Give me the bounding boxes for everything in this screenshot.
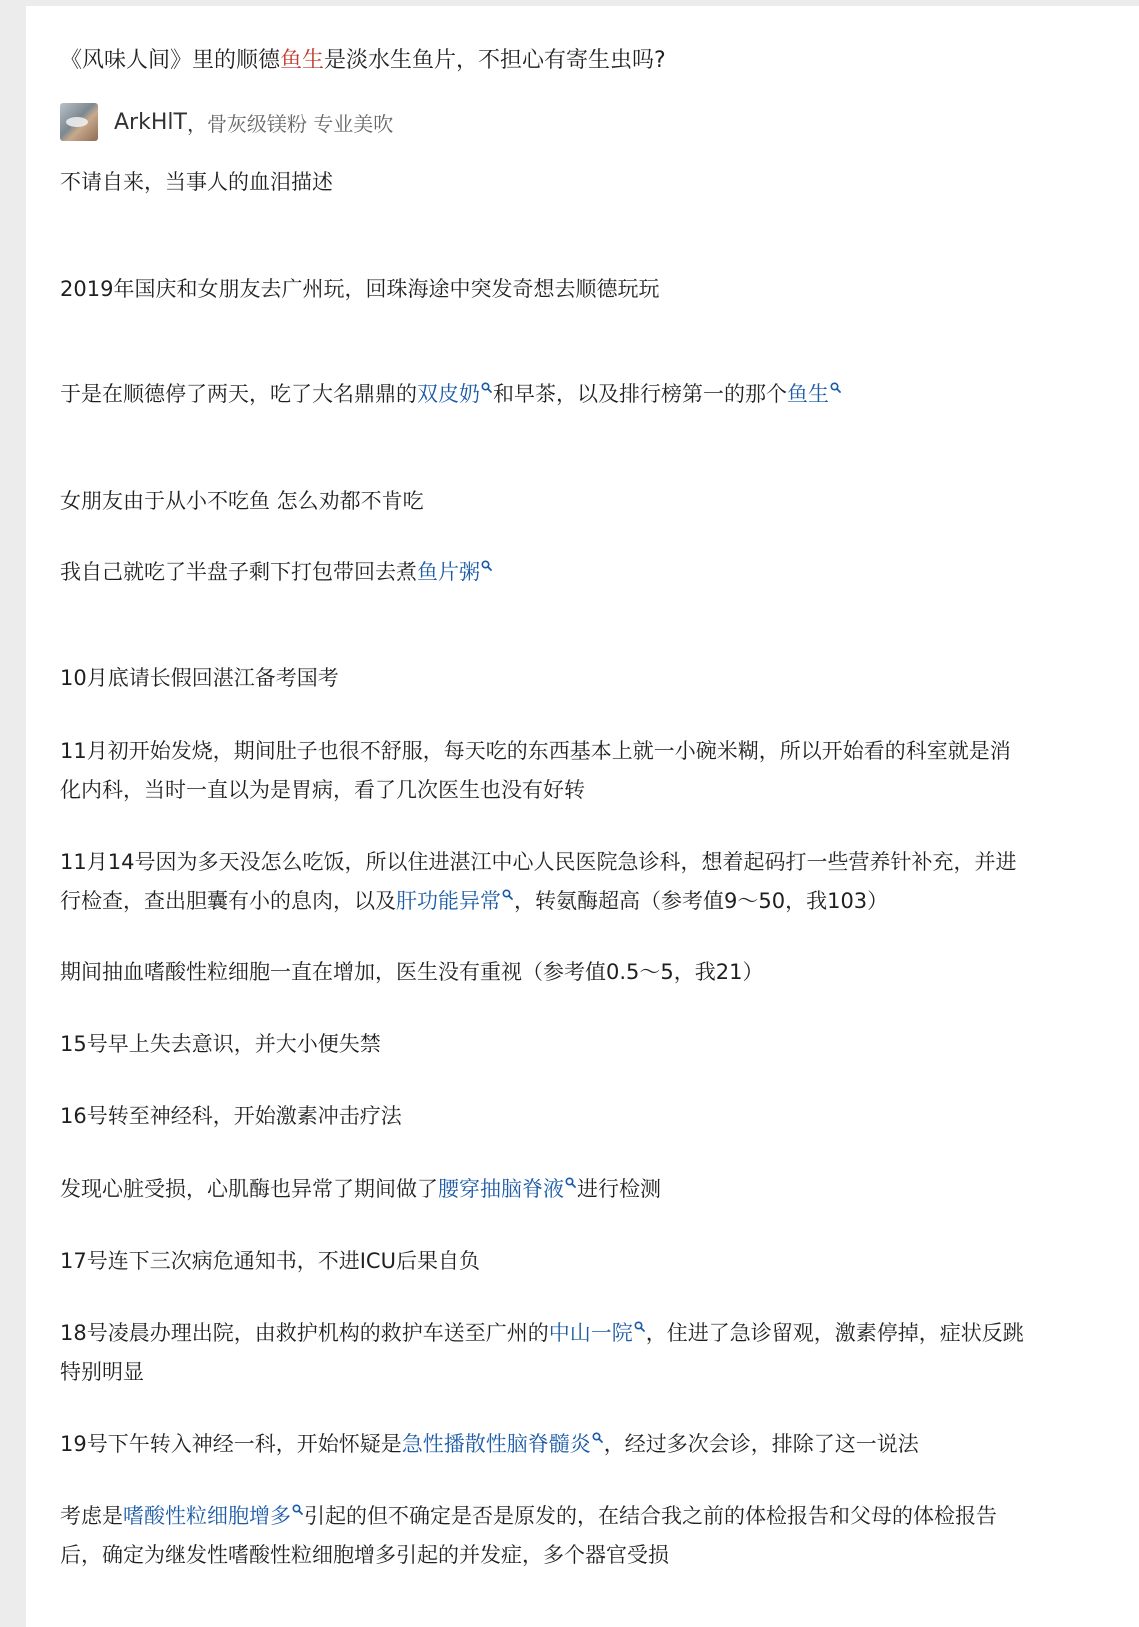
search-icon[interactable] [481, 560, 492, 571]
paragraph-14-text-a: 18号凌晨办理出院，由救护机构的救护车送至广州的 [60, 1321, 549, 1345]
search-icon[interactable] [830, 382, 841, 393]
paragraph-5-text-a: 我自己就吃了半盘子剩下打包带回去煮 [60, 560, 417, 584]
author-bio: 骨灰级镁粉 专业美吹 [206, 111, 394, 136]
avatar[interactable] [60, 103, 98, 141]
question-title[interactable] [60, 46, 666, 76]
paragraph-8-text-b: ，转氨酶超高（参考值9～50，我103） [514, 889, 889, 913]
link-ganhongnengyichang[interactable]: 肝功能异常 [396, 889, 501, 913]
paragraph-8-line-1: 11月14号因为多天没怎么吃饭，所以住进湛江中心人民医院急诊科，想着起码打一些营养针补充，并进 [60, 850, 1017, 874]
question-title-highlight: 鱼生 [280, 48, 325, 73]
link-eosinophilia[interactable]: 嗜酸性粒细胞增多 [123, 1504, 291, 1528]
search-icon[interactable] [292, 1504, 303, 1515]
paragraph-5 [60, 553, 493, 592]
author-separator: ， [186, 111, 207, 136]
paragraph-15-text-a: 19号下午转入神经一科，开始怀疑是 [60, 1432, 402, 1456]
link-adem[interactable]: 急性播散性脑脊髓炎 [401, 1432, 591, 1456]
search-icon[interactable] [502, 889, 513, 900]
paragraph-10: 15号早上失去意识，并大小便失禁 [60, 1032, 381, 1056]
link-yaochuan[interactable]: 腰穿抽脑脊液 [438, 1177, 564, 1201]
paragraph-16-line-2: 后，确定为继发性嗜酸性粒细胞增多引起的并发症，多个器官受损 [60, 1543, 669, 1567]
paragraph-8-text-a: 行检查，查出胆囊有小的息肉，以及 [60, 889, 396, 913]
paragraph-15-text-b: ，经过多次会诊，排除了这一说法 [603, 1432, 919, 1456]
link-yusheng[interactable]: 鱼生 [787, 382, 829, 406]
paragraph-16-text-b: 引起的但不确定是否是原发的，在结合我之前的体检报告和父母的体检报告 [304, 1504, 997, 1528]
paragraph-7-line-2: 化内科，当时一直以为是胃病，看了几次医生也没有好转 [60, 778, 585, 802]
answer-page [26, 6, 1139, 1627]
paragraph-11: 16号转至神经科，开始激素冲击疗法 [60, 1104, 402, 1128]
paragraph-13: 17号连下三次病危通知书，不进ICU后果自负 [60, 1249, 480, 1273]
paragraph-3-text-b: 和早茶，以及排行榜第一的那个 [493, 382, 787, 406]
paragraph-14-line-1 [60, 1314, 1024, 1353]
paragraph-12-text-a: 发现心脏受损，心肌酶也异常了期间做了 [60, 1177, 438, 1201]
question-title-before: 《风味人间》里的顺德 [60, 48, 281, 73]
paragraph-7-line-1: 11月初开始发烧，期间肚子也很不舒服，每天吃的东西基本上就一小碗米糊，所以开始看的科室就是消 [60, 739, 1011, 763]
link-shuangpinai[interactable]: 双皮奶 [417, 382, 480, 406]
search-icon[interactable] [565, 1177, 576, 1188]
paragraph-3 [60, 375, 842, 414]
author-name[interactable]: ArkHlT [114, 109, 187, 135]
paragraph-9: 期间抽血嗜酸性粒细胞一直在增加，医生没有重视（参考值0.5～5，我21） [60, 960, 764, 984]
paragraph-8-line-2 [60, 882, 1016, 921]
paragraph-14 [60, 1314, 1024, 1392]
paragraph-8 [60, 843, 1016, 921]
paragraph-16-line-1 [60, 1497, 997, 1536]
paragraph-16-text-a: 考虑是 [60, 1504, 123, 1528]
paragraph-12 [60, 1170, 661, 1209]
paragraph-15 [60, 1425, 919, 1464]
paragraph-1: 不请自来，当事人的血泪描述 [60, 170, 333, 194]
author-info [60, 102, 393, 142]
paragraph-2: 2019年国庆和女朋友去广州玩，回珠海途中突发奇想去顺德玩玩 [60, 277, 660, 301]
paragraph-14-text-b: ，住进了急诊留观，激素停掉，症状反跳 [645, 1321, 1024, 1345]
paragraph-6: 10月底请长假回湛江备考国考 [60, 666, 339, 690]
paragraph-7 [60, 732, 1011, 810]
paragraph-12-text-b: 进行检测 [577, 1177, 661, 1201]
link-zhongshanyiyuan[interactable]: 中山一院 [548, 1321, 633, 1345]
paragraph-14-line-2: 特别明显 [60, 1360, 144, 1384]
search-icon[interactable] [634, 1321, 645, 1332]
search-icon[interactable] [592, 1432, 603, 1443]
search-icon[interactable] [481, 382, 492, 393]
paragraph-4: 女朋友由于从小不吃鱼 怎么劝都不肯吃 [60, 489, 424, 513]
link-yupianzhou[interactable]: 鱼片粥 [417, 560, 480, 584]
paragraph-16 [60, 1497, 997, 1575]
paragraph-3-text-a: 于是在顺德停了两天，吃了大名鼎鼎的 [60, 382, 417, 406]
question-title-after: 是淡水生鱼片，不担心有寄生虫吗? [324, 48, 666, 73]
